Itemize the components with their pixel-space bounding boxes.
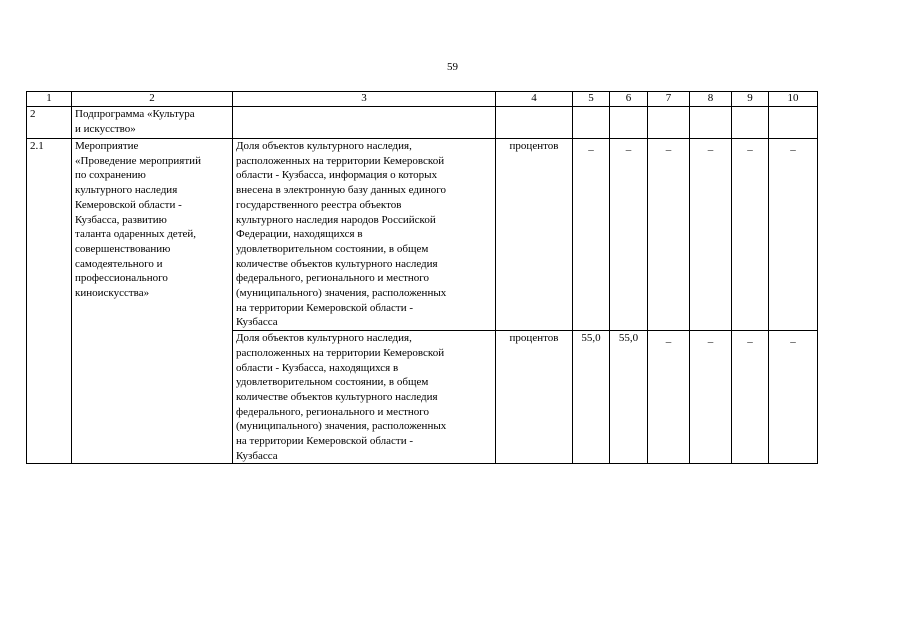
empty-cell [610,107,648,139]
empty-cell [769,107,818,139]
empty-cell [496,107,573,139]
section-name-line: и искусство» [75,122,136,135]
event-name-line: самодеятельного и [75,257,163,270]
value-cell: _ [610,139,648,331]
indicator-line: количестве объектов культурного наследия [236,257,438,270]
section-name [72,107,233,139]
event-name-line: культурного наследия [75,184,178,197]
indicator-line: Кузбасса [236,316,278,329]
indicator-line: Доля объектов культурного наследия, [236,332,412,345]
indicator-line: области - Кузбасса, находящихся в [236,361,399,374]
event-name-line: по сохранению [75,169,146,182]
header-cell: 2 [72,92,233,107]
indicator-row [27,139,818,331]
indicator-line: расположенных на территории Кемеровской [236,154,445,167]
indicator-line: области - Кузбасса, информация о которых [236,169,438,182]
indicator-line: расположенных на территории Кемеровской [236,346,445,359]
value-cell: _ [648,139,690,331]
indicator-line: количестве объектов культурного наследия [236,390,438,403]
event-name-line: Мероприятие [75,140,139,152]
empty-cell [233,107,496,139]
unit-cell: процентов [496,139,573,331]
indicator-line: Кузбасса [236,449,278,462]
indicator-line: Федерации, находящихся в [236,228,363,241]
indicator-line: федерального, регионального и местного [236,405,430,418]
table-header-row [27,92,818,107]
event-number: 2.1 [27,139,72,464]
value-cell: _ [732,139,769,331]
header-cell: 1 [27,92,72,107]
value-cell: _ [769,139,818,331]
event-name-line: профессионального [75,272,168,285]
header-cell: 3 [233,92,496,107]
value-cell: _ [573,139,610,331]
indicator-line: удовлетворительном состоянии, в общем [236,376,429,389]
header-cell: 9 [732,92,769,107]
value-cell: 55,0 [610,331,648,464]
empty-cell [732,107,769,139]
header-cell: 6 [610,92,648,107]
header-cell: 5 [573,92,610,107]
header-cell: 4 [496,92,573,107]
value-cell: 55,0 [573,331,610,464]
indicator-line: на территории Кемеровской области - [236,301,414,314]
event-name-line: Кузбасса, развитию [75,213,167,226]
indicator-line: на территории Кемеровской области - [236,435,414,448]
indicator-line: культурного наследия народов Российской [236,213,436,226]
section-number: 2 [27,107,72,139]
indicator-line: удовлетворительном состоянии, в общем [236,242,429,255]
indicator-line: внесена в электронную базу данных единого [236,184,446,197]
value-cell: _ [648,331,690,464]
value-cell: _ [690,331,732,464]
section-row [27,107,818,139]
event-name-line: совершенствованию [75,242,171,255]
header-cell: 10 [769,92,818,107]
header-cell: 8 [690,92,732,107]
value-cell: _ [732,331,769,464]
empty-cell [573,107,610,139]
event-name [72,139,233,464]
event-name-line: Кемеровской области - [75,198,182,211]
indicators-table [26,91,818,464]
page-number: 59 [447,61,458,73]
empty-cell [690,107,732,139]
event-name-line: таланта одаренных детей, [75,228,197,241]
empty-cell [648,107,690,139]
value-cell: _ [690,139,732,331]
indicator-line: (муниципального) значения, расположенных [236,287,447,300]
indicator-line: федерального, регионального и местного [236,272,430,285]
unit-cell: процентов [496,331,573,464]
value-cell: _ [769,331,818,464]
indicator-name [233,139,496,331]
indicator-name [233,331,496,464]
header-cell: 7 [648,92,690,107]
indicator-line: (муниципального) значения, расположенных [236,420,447,433]
indicator-line: Доля объектов культурного наследия, [236,140,412,152]
event-name-line: киноискусства» [75,287,150,300]
event-name-line: «Проведение мероприятий [75,154,201,167]
section-name-line: Подпрограмма «Культура [75,108,195,120]
indicator-line: государственного реестра объектов [236,198,402,211]
